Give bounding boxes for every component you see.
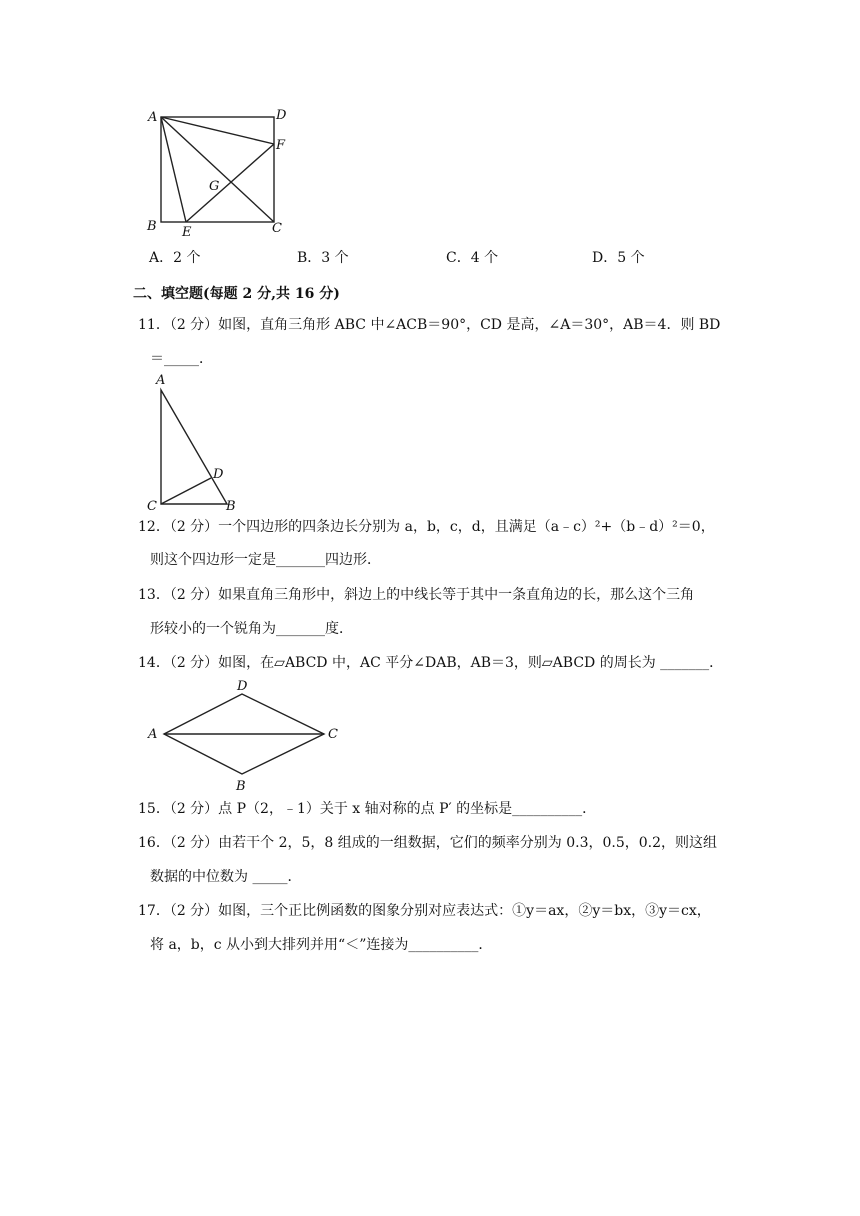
option-text: 3 个 (321, 250, 349, 266)
label-e: E (182, 225, 192, 240)
option-letter: A． (149, 250, 174, 266)
option-text: 2 个 (173, 250, 201, 266)
option-b (297, 247, 349, 267)
segment-af (161, 117, 274, 144)
q13-line1: 13．（2 分）如果直角三角形中，斜边上的中线长等于其中一条直角边的长，那么这个三角 (138, 587, 695, 603)
option-d (592, 247, 645, 267)
label-a: A (148, 727, 158, 742)
label-c: C (147, 499, 157, 514)
q11-line2: ＝_____． (150, 351, 213, 367)
q14-line1: 14．（2 分）如图，在▱ABCD 中，AC 平分∠DAB，AB＝3，则▱ABCD 的周长为 _______． (138, 655, 724, 671)
diagonal-ac (161, 117, 274, 222)
q11-line1: 11．（2 分）如图，直角三角形 ABC 中∠ACB＝90°，CD 是高，∠A＝30°，AB＝4．则 BD (138, 317, 721, 333)
rhombus-figure (140, 676, 350, 798)
label-b: B (226, 499, 236, 514)
option-a (149, 247, 200, 267)
right-triangle-figure (140, 370, 250, 515)
label-f: F (276, 138, 286, 153)
q16-line1: 16．（2 分）由若干个 2，5，8 组成的一组数据，它们的频率分别为 0.3，0.5，0.2，则这组 (138, 835, 718, 851)
q16-line2: 数据的中位数为 _____． (150, 869, 302, 885)
option-c (446, 247, 498, 267)
q17-line1: 17．（2 分）如图，三个正比例函数的图象分别对应表达式：①y＝ax，②y＝bx，③y＝cx， (138, 903, 711, 919)
label-a: A (148, 110, 158, 125)
section-heading: 二、填空题(每题 2 分,共 16 分) (133, 286, 340, 302)
q12-line2: 则这个四边形一定是_______四边形． (150, 552, 381, 568)
q13-line2: 形较小的一个锐角为_______度． (150, 621, 353, 637)
option-letter: B． (297, 250, 322, 266)
q15-line1: 15．（2 分）点 P（2，﹣1）关于 x 轴对称的点 P′ 的坐标是__________． (138, 801, 597, 817)
option-text: 5 个 (617, 250, 645, 266)
label-b: B (236, 779, 246, 794)
label-d: D (276, 108, 287, 123)
label-d: D (237, 679, 248, 694)
label-a: A (156, 373, 166, 388)
segment-ae (161, 117, 186, 222)
label-c: C (328, 727, 338, 742)
option-letter: C． (446, 250, 471, 266)
square-figure (140, 100, 300, 240)
option-letter: D． (592, 250, 618, 266)
label-b: B (147, 219, 157, 234)
option-text: 4 个 (470, 250, 499, 266)
label-c: C (272, 221, 282, 236)
altitude-cd (161, 478, 211, 504)
q12-line1: 12．（2 分）一个四边形的四条边长分别为 a，b，c，d，且满足（a﹣c）²+（b﹣d）²＝0， (138, 519, 715, 535)
label-g: G (209, 179, 220, 194)
label-d: D (213, 467, 224, 482)
q17-line2: 将 a，b，c 从小到大排列并用“＜”连接为__________． (150, 937, 493, 953)
